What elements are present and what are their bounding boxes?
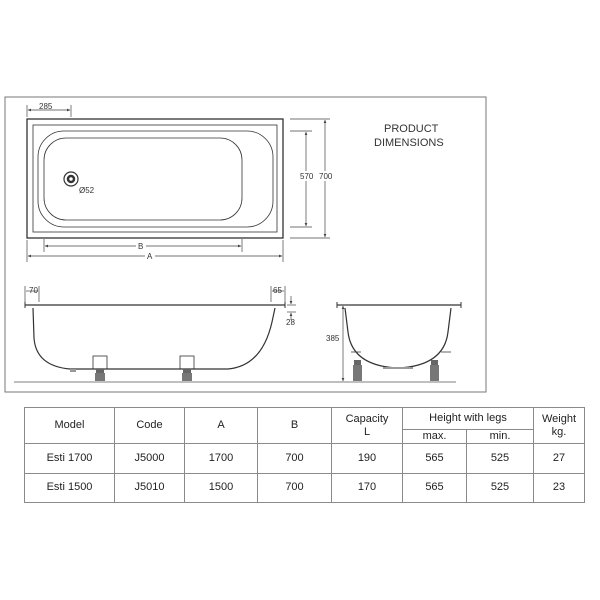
header-height-max: max. (403, 430, 467, 444)
tub-rim-inner (33, 125, 277, 232)
end-view-legs (353, 360, 439, 381)
cell-a: 1700 (185, 444, 258, 474)
cell-b: 700 (258, 473, 332, 503)
dim-285-label: 285 (39, 102, 53, 111)
dim-28-label: 28 (286, 318, 295, 327)
header-model: Model (25, 408, 115, 444)
spec-table (24, 407, 585, 503)
side-view (25, 302, 285, 369)
header-capacity (332, 408, 403, 444)
dim-65-label: 65 (273, 286, 282, 295)
dim-70-label: 70 (29, 286, 38, 295)
cell-model: Esti 1700 (25, 444, 115, 474)
top-view (27, 119, 283, 238)
dim-a-label: A (147, 252, 153, 261)
cell-height-min: 525 (467, 444, 534, 474)
table-row (25, 473, 585, 503)
cell-code: J5010 (115, 473, 185, 503)
header-b: B (258, 408, 332, 444)
cell-height-max: 565 (403, 444, 467, 474)
cell-height-max: 565 (403, 473, 467, 503)
header-height-min: min. (467, 430, 534, 444)
header-capacity-line1: Capacity (345, 412, 389, 425)
header-weight (534, 408, 585, 444)
header-height-group: Height with legs (403, 408, 534, 430)
drawing-title-line2: DIMENSIONS (374, 137, 444, 149)
dim-b-label: B (138, 242, 144, 251)
cell-capacity: 190 (332, 444, 403, 474)
cell-b: 700 (258, 444, 332, 474)
cell-capacity: 170 (332, 473, 403, 503)
header-a: A (185, 408, 258, 444)
dim-700-label: 700 (319, 172, 333, 181)
header-weight-line1: Weight (541, 412, 577, 425)
cell-model: Esti 1500 (25, 473, 115, 503)
dim-385-label: 385 (326, 334, 340, 343)
side-view-legs (70, 369, 192, 381)
header-code: Code (115, 408, 185, 444)
end-view (337, 302, 461, 368)
cell-a: 1500 (185, 473, 258, 503)
header-weight-line2: kg. (551, 425, 567, 438)
cell-code: J5000 (115, 444, 185, 474)
cell-weight: 27 (534, 444, 585, 474)
cell-height-min: 525 (467, 473, 534, 503)
header-capacity-line2: L (363, 425, 371, 438)
cell-weight: 23 (534, 473, 585, 503)
drawing-title-line1: PRODUCT (384, 123, 439, 135)
table-row (25, 444, 585, 474)
drain-symbol (64, 172, 78, 186)
drain-diameter-label: Ø52 (79, 186, 95, 195)
dim-570-label: 570 (300, 172, 314, 181)
dim-28-line (287, 296, 296, 320)
